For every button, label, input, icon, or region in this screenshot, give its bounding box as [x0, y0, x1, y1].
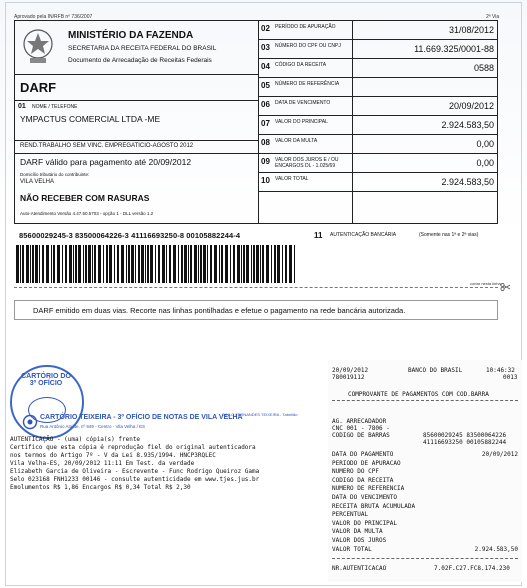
barcode-bar	[285, 245, 287, 283]
domicile-value: VILA VELHA	[20, 179, 55, 185]
divider	[258, 115, 498, 116]
taxpayer-name: YMPACTUS COMERCIAL LTDA -ME	[20, 114, 161, 124]
barcode-bar	[184, 245, 187, 283]
darf-title: DARF	[20, 80, 57, 95]
authentication-line: Selo 023168 FNH1233 00146 - consulte autenticidade em www.tjes.jus.br	[10, 476, 260, 483]
barcode-bar	[181, 245, 183, 283]
barcode-bar	[219, 245, 220, 283]
barcode-bar	[256, 245, 259, 283]
barcode-bar	[289, 245, 292, 283]
taxpayer-label: NOME / TELEFONE	[32, 104, 78, 110]
receipt-row-value: 2.924.583,50	[474, 545, 518, 553]
receipt-barcode-1: 85600029245 83500064226	[423, 432, 507, 439]
field-number: 09	[261, 157, 270, 166]
barcode-bar	[230, 245, 231, 283]
divider	[14, 100, 258, 101]
barcode-bar	[190, 245, 192, 283]
barcode-bar	[135, 245, 136, 283]
authentication-line: Elizabeth Garcia de Oliveira - Escrevente - Func Rodrigo Queiroz Gama	[10, 468, 260, 475]
receipt-row-label: DATA DO PAGAMENTO	[332, 451, 394, 458]
ministry-title: MINISTÉRIO DA FAZENDA	[68, 30, 194, 41]
barcode-bar	[173, 245, 176, 283]
field-value: 2.924.583,50	[441, 120, 494, 130]
barcode-bar	[253, 245, 255, 283]
barcode-bar	[88, 245, 91, 283]
receipt-row-label: VALOR DOS JUROS	[332, 537, 387, 544]
receipt-row-label: PERIODO DE APURACAO	[332, 459, 401, 467]
field-number: 08	[261, 138, 270, 147]
barcode-bar	[241, 245, 242, 283]
barcode-bar	[162, 245, 165, 283]
authentication-line: Certifico que esta cópia é reprodução fiel do original autenticadora	[10, 444, 256, 451]
barcode-bar	[200, 245, 202, 283]
divider	[332, 400, 518, 401]
cut-line	[14, 287, 498, 288]
barcode-number-line: 85600029245-3 83500064226-3 41116693250-8 00105882244-4	[19, 231, 241, 240]
barcode-bar	[251, 245, 252, 283]
barcode-bar	[114, 245, 115, 283]
barcode-image	[16, 245, 298, 283]
barcode-bar	[150, 245, 153, 283]
barcode-bar	[277, 245, 280, 283]
field-value: 20/09/2012	[448, 101, 494, 111]
version-text: Auto-Atendimento Versão 4.47.50.5703 - opção 1 - DLL versão 1.2	[20, 211, 154, 216]
barcode-label: CODIGO DE BARRAS	[332, 432, 390, 439]
receipt-bank: BANCO DO BRASIL	[408, 367, 463, 374]
barcode-bar	[169, 245, 171, 283]
authentication-line: nos termos do Artigo 7º - V da Lei 8.935/1994. HNCP3RQLEC	[10, 452, 216, 459]
barcode-bar	[46, 245, 49, 283]
barcode-bar	[188, 245, 189, 283]
barcode-bar	[210, 245, 212, 283]
income-description: REND.TRABALHO SEM VINC. EMPREGATICIO-AGOSTO 2012	[20, 143, 194, 149]
barcode-bar	[141, 245, 144, 283]
secretariat-title: SECRETARIA DA RECEITA FEDERAL DO BRASIL	[68, 45, 217, 52]
receipt-row-label: CODIGO DA RECEITA	[332, 476, 394, 484]
barcode-bar	[53, 245, 55, 283]
barcode-bar	[214, 245, 217, 283]
barcode-bar	[294, 245, 295, 283]
agent-value: CNC 001 - 7806 -	[332, 425, 390, 432]
agent-label: AG. ARRECADADOR	[332, 418, 387, 425]
divider	[14, 74, 258, 75]
barcode-bar	[32, 245, 34, 283]
document-title: Documento de Arrecadação de Receitas Federais	[68, 57, 212, 64]
barcode-bar	[246, 245, 249, 283]
notice-text: DARF emitido em duas vias. Recorte nas linhas pontilhadas e efetue o pagamento na rede bancária autorizada.	[33, 306, 406, 315]
barcode-bar	[94, 245, 96, 283]
barcode-bar	[243, 245, 245, 283]
receipt-code2: 0013	[503, 374, 518, 381]
authentication-line: Emolumentos R$ 1,86 Encargos R$ 0,34 Total R$ 2,30	[10, 484, 191, 491]
field-number: 02	[261, 24, 270, 33]
barcode-bar	[131, 245, 134, 283]
receipt-row-label: DATA DO VENCIMENTO	[332, 494, 398, 501]
barcode-bar	[194, 245, 197, 283]
warning-text: NÃO RECEBER COM RASURAS	[20, 193, 150, 203]
field-number: 11	[314, 231, 323, 240]
barcode-bar	[221, 245, 223, 283]
barcode-bar	[51, 245, 52, 283]
barcode-bar	[237, 245, 240, 283]
divider	[258, 77, 498, 78]
field-value: 2.924.583,50	[441, 177, 494, 187]
receipt-row-label: VALOR DO PRINCIPAL	[332, 519, 398, 527]
receipt-row-label: RECEITA BRUTA ACUMULADA	[332, 502, 416, 510]
barcode-bar	[138, 245, 140, 283]
auth-label: AUTENTICAÇÃO BANCÁRIA	[330, 232, 397, 238]
validity-text: DARF válido para pagamento até 20/09/2012	[20, 157, 192, 167]
barcode-bar	[26, 245, 29, 283]
field-label: NÚMERO DE REFERÊNCIA	[275, 81, 340, 87]
field-value: 0,00	[476, 139, 494, 149]
field-number: 01	[18, 103, 26, 110]
approval-text: Aprovado pela IN/RFB nº 736/2007	[14, 14, 93, 20]
field-label: VALOR DOS JUROS E / OU ENCARGOS DL - 1.025/69	[275, 157, 339, 169]
notary-logo-icon	[22, 414, 38, 430]
barcode-bar	[30, 245, 31, 283]
barcode-bar	[128, 245, 130, 283]
barcode-bar	[233, 245, 235, 283]
divider	[258, 153, 498, 154]
barcode-bar	[22, 245, 24, 283]
divider	[258, 96, 498, 97]
barcode-bar	[39, 245, 40, 283]
barcode-bar	[109, 245, 112, 283]
barcode-bar	[145, 245, 146, 283]
receipt-barcode-2: 41116693250 00105882244	[423, 439, 507, 446]
barcode-bar	[85, 245, 87, 283]
barcode-bar	[98, 245, 101, 283]
barcode-bar	[225, 245, 228, 283]
seal-text: CARTÓRIO DO 3º OFÍCIO	[21, 373, 71, 387]
barcode-bar	[92, 245, 93, 283]
receipt-row-label: PERCENTUAL	[332, 511, 369, 519]
field-value: 0588	[473, 63, 494, 73]
divider	[258, 58, 498, 59]
barcode-bar	[274, 245, 276, 283]
field-number: 06	[261, 100, 270, 109]
barcode-bar	[178, 245, 179, 283]
republic-coat-of-arms-icon	[20, 26, 56, 66]
receipt-code: 780019112	[332, 374, 365, 381]
receipt-row-label: VALOR DA MULTA	[332, 528, 383, 536]
barcode-bar	[282, 245, 283, 283]
notary-address: Rua Antônio Ataíde, nº 949 - Centro - Vila Velha / ES	[40, 424, 146, 429]
field-label: VALOR DO PRINCIPAL	[275, 119, 328, 125]
field-label: VALOR TOTAL	[275, 176, 309, 182]
barcode-bar	[266, 245, 269, 283]
cut-text: cortar nesta linha	[470, 281, 501, 286]
field-label: NÚMERO DO CPF OU CNPJ	[275, 43, 341, 49]
barcode-bar	[117, 245, 119, 283]
via-text: 2ª Via	[486, 14, 500, 20]
auth-number-label: NR.AUTENTICACAO	[332, 565, 387, 572]
barcode-bar	[83, 245, 84, 283]
field-value: 11.669.325/0001-88	[414, 44, 494, 54]
field-number: 04	[261, 62, 270, 71]
field-label: CÓDIGO DA RECEITA	[275, 62, 327, 68]
barcode-bar	[203, 245, 206, 283]
barcode-bar	[42, 245, 44, 283]
barcode-bar	[16, 245, 19, 283]
barcode-bar	[262, 245, 264, 283]
field-value: 0,00	[476, 158, 494, 168]
barcode-bar	[198, 245, 199, 283]
notary-office: CARTÓRIO TEIXEIRA - 3º OFÍCIO DE NOTAS DE VILA VELHA	[40, 414, 243, 421]
field-label: PERÍODO DE APURAÇÃO	[275, 24, 336, 30]
divider	[352, 20, 353, 224]
field-value: 31/08/2012	[448, 25, 494, 35]
receipt-time: 10:46:32	[486, 367, 515, 374]
divider	[258, 134, 498, 135]
field-number: 07	[261, 119, 270, 128]
receipt-row-value: 20/09/2012	[481, 451, 518, 458]
barcode-bar	[78, 245, 81, 283]
barcode-bar	[166, 245, 167, 283]
barcode-bar	[57, 245, 60, 283]
receipt-row-label: NUMERO DE REFERENCIA	[332, 485, 405, 493]
barcode-bar	[75, 245, 77, 283]
barcode-bar	[271, 245, 272, 283]
receipt-row-label: VALOR TOTAL	[332, 545, 372, 553]
divider	[332, 558, 518, 559]
barcode-bar	[35, 245, 38, 283]
barcode-bar	[207, 245, 208, 283]
divider	[258, 172, 498, 173]
barcode-bar	[69, 245, 72, 283]
barcode-bar	[62, 245, 63, 283]
barcode-bar	[73, 245, 74, 283]
receipt-title: COMPROVANTE DE PAGAMENTOS COM COD.BARRA	[348, 391, 489, 398]
divider	[258, 191, 498, 192]
field-number: 03	[261, 43, 270, 52]
field-label: VALOR DA MULTA	[275, 138, 318, 144]
authentication-line: AUTENTICAÇÃO - (uma) cópia(s) frente	[10, 436, 141, 443]
notary-officer: DINLO FERNANDES TEIXEIRA - Tabelião	[222, 412, 298, 417]
barcode-bar	[20, 245, 21, 283]
receipt-date: 20/09/2012	[332, 367, 369, 374]
barcode-bar	[147, 245, 149, 283]
domicile-label: Domicílio tributário do contribuinte:	[20, 172, 90, 177]
bank-receipt	[328, 360, 522, 582]
divider	[14, 153, 258, 154]
barcode-bar	[158, 245, 160, 283]
authentication-line: Vila Velha-ES, 20/09/2012 11:11 Em Test. da verdade	[10, 460, 195, 467]
receipt-row-label: NUMERO DO CPF	[332, 468, 379, 476]
barcode-bar	[260, 245, 261, 283]
divider	[258, 39, 498, 40]
notice-box	[14, 300, 498, 320]
auth-note: (Somente nas 1ª e 2ª vias)	[419, 232, 479, 238]
barcode-bar	[106, 245, 108, 283]
barcode-bar	[65, 245, 67, 283]
divider	[258, 20, 259, 224]
barcode-bar	[155, 245, 156, 283]
divider	[14, 140, 258, 141]
barcode-bar	[126, 245, 127, 283]
field-number: 05	[261, 81, 270, 90]
barcode-bar	[121, 245, 124, 283]
field-number: 10	[261, 176, 270, 185]
scissors-icon	[500, 283, 510, 291]
auth-number-value: 7.02F.C27.FC8.174.230	[434, 565, 510, 572]
field-label: DATA DE VENCIMENTO	[275, 100, 331, 106]
barcode-bar	[103, 245, 104, 283]
